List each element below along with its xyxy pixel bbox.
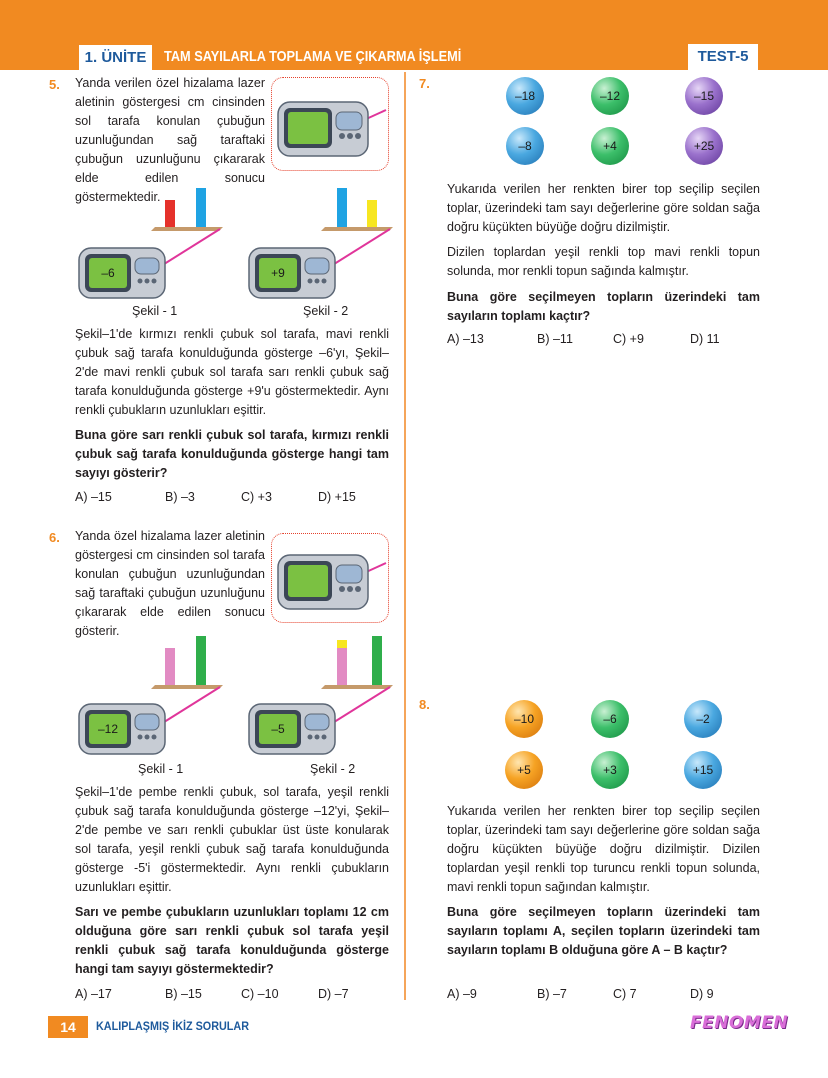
q6-figure-2 bbox=[245, 636, 395, 756]
option-b[interactable]: B) –11 bbox=[537, 332, 573, 346]
red-bar bbox=[165, 200, 175, 227]
ball: –10 bbox=[505, 700, 543, 738]
q6-fig1-display: –12 bbox=[97, 722, 119, 736]
pink-bar bbox=[165, 648, 175, 685]
ball: –12 bbox=[591, 77, 629, 115]
option-d[interactable]: D) +15 bbox=[318, 490, 356, 504]
yellow-bar bbox=[337, 640, 347, 648]
yellow-bar bbox=[367, 200, 377, 227]
question-6-number: 6. bbox=[49, 530, 60, 545]
blue-bar bbox=[337, 188, 347, 227]
publisher-logo: FENOMEN bbox=[690, 1013, 789, 1033]
question-7-stem: Buna göre seçilmeyen topların üzerindeki tam sayıların toplamı kaçtır? bbox=[447, 290, 760, 323]
question-5-stem: Buna göre sarı renkli çubuk sol tarafa, kırmızı renkli çubuk sağ tarafa konulduğunda gösterge hangi tam sayıyı gösterir? bbox=[75, 428, 389, 480]
option-c[interactable]: C) +3 bbox=[241, 490, 272, 504]
question-5-number: 5. bbox=[49, 77, 60, 92]
laser-device-icon bbox=[276, 90, 386, 165]
ball: –8 bbox=[506, 127, 544, 165]
option-d[interactable]: D) –7 bbox=[318, 987, 349, 1001]
ball: –2 bbox=[684, 700, 722, 738]
test-badge: TEST-5 bbox=[688, 44, 758, 70]
question-7-body-2: Dizilen toplardan yeşil renkli top mavi renkli topun solunda, mor renkli topun sağında kalmıştır. bbox=[447, 245, 760, 278]
option-a[interactable]: A) –15 bbox=[75, 490, 112, 504]
column-divider bbox=[404, 72, 406, 1000]
question-8-body: Yukarıda verilen her renkten birer top seçilip seçilen toplar, üzerindeki tam sayı değerlerine göre soldan sağa doğru küçükten büyüğe doğru dizilmiştir. Dizilen toplardan yeşil renkli top turuncu renkli topun solunda, mavi renkli topun sağından kalmıştır. bbox=[447, 804, 760, 894]
option-c[interactable]: C) +9 bbox=[613, 332, 644, 346]
q5-fig1-display: –6 bbox=[101, 266, 115, 280]
q6-figure-1 bbox=[75, 636, 225, 756]
ball: +3 bbox=[591, 751, 629, 789]
question-6-body: Şekil–1'de pembe renkli çubuk, sol tarafa, yeşil renkli çubuk sağ tarafa konulduğunda gösterge –12'yi, Şekil–2'de pembe ve sarı renkli çubuklar üst üste konularak sol tarafa, yeşil renkli çubuk sağ tarafa konulduğunda gösterge -5'i göstermektedir. Aynı renkli çubukların uzunlukları eşittir. bbox=[75, 785, 389, 894]
ball: +25 bbox=[685, 127, 723, 165]
question-7-body-1: Yukarıda verilen her renkten birer top seçilip seçilen toplar, üzerindeki tam sayı değerlerine göre soldan sağa doğru küçükten büyüğe doğru dizilmiştir. bbox=[447, 182, 760, 234]
q5-fig2-caption: Şekil - 2 bbox=[303, 304, 349, 318]
question-6-intro: Yanda özel hizalama lazer aletinin göstergesi cm cinsinden sol tarafa konulan çubuğun uzunluğundan sağ taraftaki çubuğun uzunluğunu çıkararak elde edilen sonucu gösterir. bbox=[75, 529, 265, 638]
q6-fig2-caption: Şekil - 2 bbox=[310, 762, 356, 776]
q5-figure-1 bbox=[75, 188, 225, 298]
pink-bar bbox=[337, 648, 347, 685]
page-title: TAM SAYILARLA TOPLAMA VE ÇIKARMA İŞLEMİ bbox=[164, 48, 462, 65]
option-c[interactable]: C) 7 bbox=[613, 987, 637, 1001]
page-number: 14 bbox=[48, 1016, 88, 1038]
unit-badge: 1. ÜNİTE bbox=[79, 45, 152, 70]
footer-title: KALIPLAŞMIŞ İKİZ SORULAR bbox=[96, 1019, 249, 1033]
ball: –6 bbox=[591, 700, 629, 738]
ball: –18 bbox=[506, 77, 544, 115]
option-a[interactable]: A) –13 bbox=[447, 332, 484, 346]
blue-bar bbox=[196, 188, 206, 227]
option-a[interactable]: A) –9 bbox=[447, 987, 477, 1001]
option-a[interactable]: A) –17 bbox=[75, 987, 112, 1001]
q5-figure-2 bbox=[245, 188, 395, 298]
q6-fig1-caption: Şekil - 1 bbox=[138, 762, 184, 776]
ball: +4 bbox=[591, 127, 629, 165]
option-b[interactable]: B) –3 bbox=[165, 490, 195, 504]
q5-fig2-display: +9 bbox=[271, 266, 285, 280]
green-bar bbox=[196, 636, 206, 685]
question-5-intro: Yanda verilen özel hizalama lazer aletinin göstergesi cm cinsinden sol tarafa konulan çubuğun uzunluğundan sağ taraftaki çubuğun uzunluğunu çıkararak elde edilen sonucu göstermektedir. bbox=[75, 76, 265, 204]
question-7-number: 7. bbox=[419, 76, 430, 91]
option-d[interactable]: D) 9 bbox=[690, 987, 714, 1001]
green-bar bbox=[372, 636, 382, 685]
question-8-stem: Buna göre seçilmeyen topların üzerindeki tam sayıların toplamı A, seçilen topların üzerindeki tam sayıların toplamı B olduğuna göre A – B kaçtır? bbox=[447, 905, 760, 957]
question-6-stem: Sarı ve pembe çubukların uzunlukları toplamı 12 cm olduğuna göre sarı renkli çubuk sol tarafa yeşil renkli çubuk sağ tarafa konulduğunda gösterge hangi tam sayıyı göstermektedir? bbox=[75, 905, 389, 976]
q5-fig1-caption: Şekil - 1 bbox=[132, 304, 178, 318]
ball: +15 bbox=[684, 751, 722, 789]
q6-fig2-display: –5 bbox=[271, 722, 285, 736]
option-b[interactable]: B) –15 bbox=[165, 987, 202, 1001]
option-c[interactable]: C) –10 bbox=[241, 987, 279, 1001]
question-5-body: Şekil–1'de kırmızı renkli çubuk sol tarafa, mavi renkli çubuk sağ tarafa konulduğunda gösterge –6'yı, Şekil–2'de mavi renkli çubuk sol tarafa sarı renkli çubuk sağ tarafa konulduğunda gösterge +9'u göstermektedir. Aynı renkli çubukların uzunlukları eşittir. bbox=[75, 327, 389, 417]
laser-device-icon bbox=[276, 543, 386, 618]
option-b[interactable]: B) –7 bbox=[537, 987, 567, 1001]
option-d[interactable]: D) 11 bbox=[690, 332, 720, 346]
question-8-number: 8. bbox=[419, 697, 430, 712]
ball: +5 bbox=[505, 751, 543, 789]
ball: –15 bbox=[685, 77, 723, 115]
